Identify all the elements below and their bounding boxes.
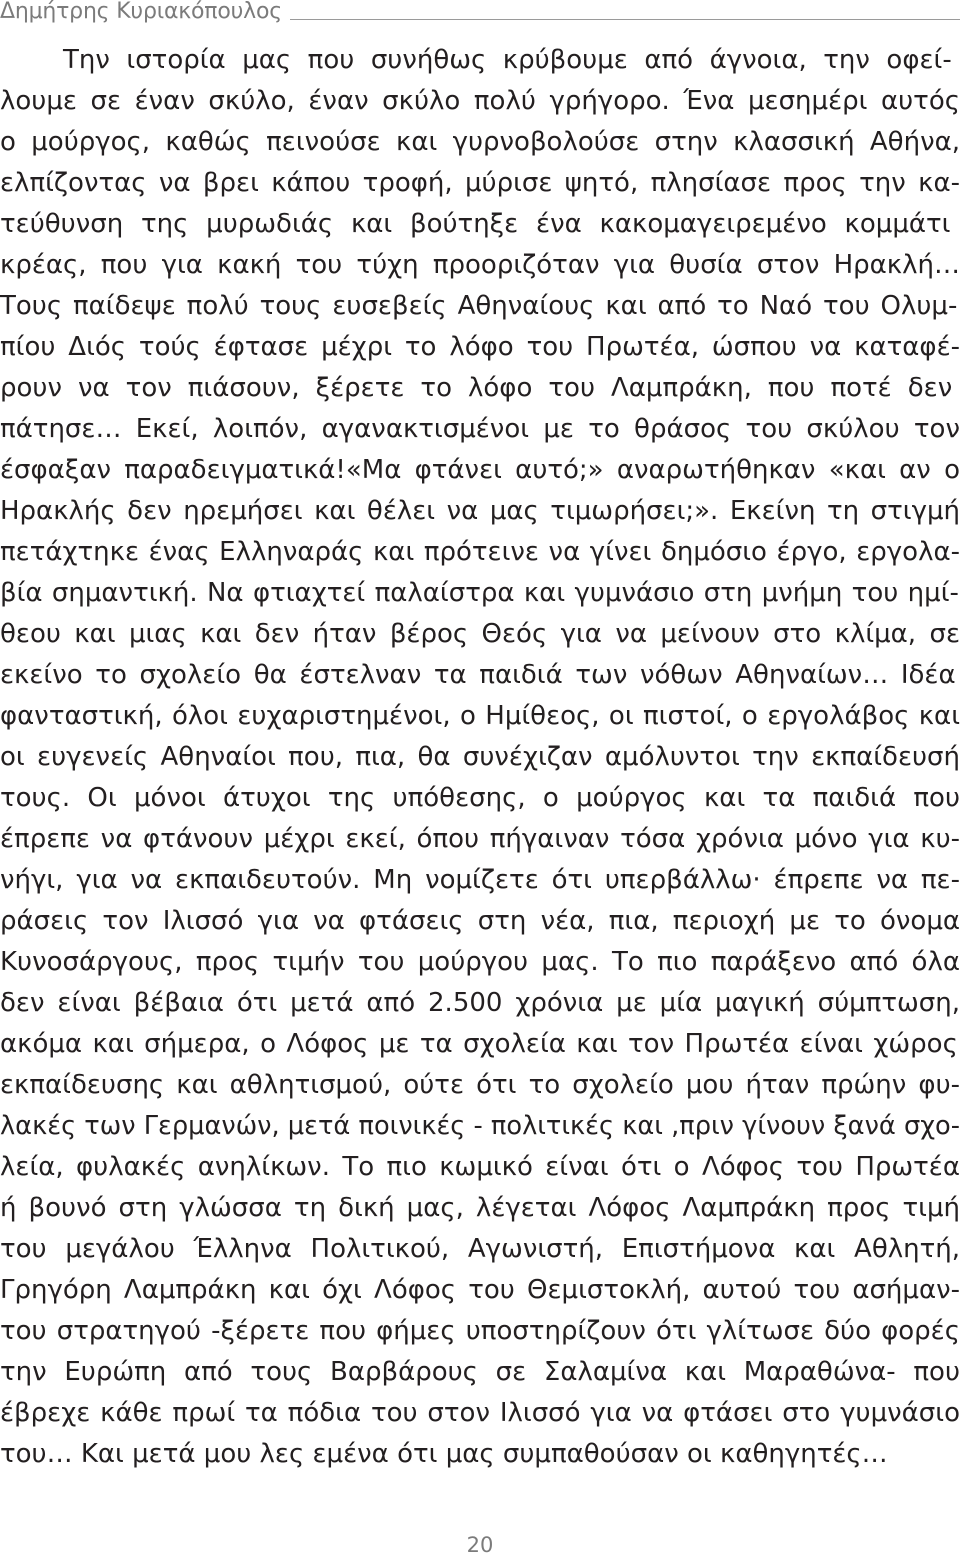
text-line: θεου και μιας και δεν ήταν βέρος Θεός για να μείνουν στο κλίμα, σε (0, 619, 960, 649)
text-line: Γρηγόρη Λαμπράκη και όχι Λόφος του Θεμιστοκλή, αυτού του ασήμαν- (0, 1275, 960, 1305)
text-line: Ηρακλής δεν ηρεμήσει και θέλει να μας τιμωρήσει;». Εκείνη τη στιγμή (0, 496, 960, 526)
text-line: πάτησε… Εκεί, λοιπόν, αγανακτισμένοι με το θράσος του σκύλου τον (0, 414, 960, 444)
text-line: έσφαξαν παραδειγματικά!«Μα φτάνει αυτό;» αναρωτήθηκαν «και αν ο (0, 455, 960, 485)
text-line: ο μούργος, καθώς πεινούσε και γυρνοβολούσε στην κλασσική Αθήνα, (0, 127, 960, 157)
text-line: Την ιστορία μας που συνήθως κρύβουμε από άγνοια, την οφεί- (63, 45, 952, 75)
text-line: ρουν να τον πιάσουν, ξέρετε το λόφο του Λαμπράκη, που ποτέ δεν (0, 373, 953, 403)
text-line: Κυνοσάργους, προς τιμήν του μούργου μας. Το πιο παράξενο από όλα (0, 947, 960, 977)
text-line: ακόμα και σήμερα, ο Λόφος με τα σχολεία και τον Πρωτέα είναι χώρος (0, 1029, 958, 1059)
text-line: ράσεις τον Ιλισσό για να φτάσεις στη νέα, πια, περιοχή με το όνομα (0, 906, 960, 936)
text-line: λουμε σε έναν σκύλο, έναν σκύλο πολύ γρήγορο. Ένα μεσημέρι αυτός (0, 86, 960, 116)
text-line: έβρεχε κάθε πρωί τα πόδια του στον Ιλισσό για να φτάσει στο γυμνάσιο (0, 1398, 960, 1428)
text-line: την Ευρώπη από τους Βαρβάρους σε Σαλαμίνα και Μαραθώνα- που (0, 1357, 960, 1387)
text-line: εκπαίδευσης και αθλητισμού, ούτε ότι το σχολείο μου ήταν πρώην φυ- (0, 1070, 960, 1100)
text-line: φανταστική, όλοι ευχαριστημένοι, ο Ημίθεος, οι πιστοί, ο εργολάβος και (0, 701, 960, 731)
running-head-author: Δημήτρης Κυριακόπουλος (0, 0, 282, 24)
text-line: λακές των Γερμανών, μετά ποινικές - πολιτικές και ,πριν γίνουν ξανά σχο- (0, 1111, 960, 1141)
text-line: εκείνο το σχολείο θα έστελναν τα παιδιά των νόθων Αθηναίων… Ιδέα (0, 660, 956, 690)
page-header (0, 0, 960, 30)
text-line: δεν είναι βέβαια ότι μετά από 2.500 χρόνια με μία μαγική σύμπτωση, (0, 988, 960, 1018)
text-line: ή βουνό στη γλώσσα τη δική μας, λέγεται Λόφος Λαμπράκη προς τιμή (0, 1193, 960, 1223)
text-line: λεία, φυλακές ανηλίκων. Το πιο κωμικό είναι ότι ο Λόφος του Πρωτέα (0, 1152, 960, 1182)
text-line: ελπίζοντας να βρει κάπου τροφή, μύρισε ψητό, πλησίασε προς την κα- (0, 168, 960, 198)
text-line: νήγι, για να εκπαιδευτούν. Μη νομίζετε ότι υπερβάλλω· έπρεπε να πε- (0, 865, 960, 895)
text-line: Τους παίδεψε πολύ τους ευσεβείς Αθηναίους και από το Ναό του Ολυμ- (0, 291, 958, 321)
text-line: τους. Οι μόνοι άτυχοι της υπόθεσης, ο μούργος και τα παιδιά που (0, 783, 960, 813)
text-line: κρέας, που για κακή του τύχη προοριζόταν για θυσία στον Ηρακλή… (0, 250, 960, 280)
text-line: τεύθυνση της μυρωδιάς και βούτηξε ένα κακομαγειρεμένο κομμάτι (0, 209, 951, 239)
page-number: 20 (466, 1533, 494, 1557)
text-line: οι ευγενείς Αθηναίοι που, πια, θα συνέχιζαν αμόλυντοι την εκπαίδευσή (0, 742, 960, 772)
text-line: του στρατηγού -ξέρετε που φήμες υποστηρίζουν ότι γλίτωσε δύο φορές (0, 1316, 960, 1346)
text-line: βία σημαντική. Να φτιαχτεί παλαίστρα και γυμνάσιο στη μνήμη του ημί- (0, 578, 959, 608)
header-rule (290, 19, 960, 20)
text-line: πετάχτηκε ένας Ελληναράς και πρότεινε να γίνει δημόσιο έργο, εργολα- (0, 537, 960, 567)
text-line: έπρεπε να φτάνουν μέχρι εκεί, όπου πήγαιναν τόσα χρόνια μόνο για κυ- (0, 824, 960, 854)
text-line: πίου Διός τούς έφτασε μέχρι το λόφο του Πρωτέα, ώσπου να καταφέ- (0, 332, 960, 362)
text-line: του μεγάλου Έλληνα Πολιτικού, Αγωνιστή, Επιστήμονα και Αθλητή, (0, 1234, 960, 1264)
text-line: του… Και μετά μου λες εμένα ότι μας συμπαθούσαν οι καθηγητές… (0, 1439, 888, 1469)
